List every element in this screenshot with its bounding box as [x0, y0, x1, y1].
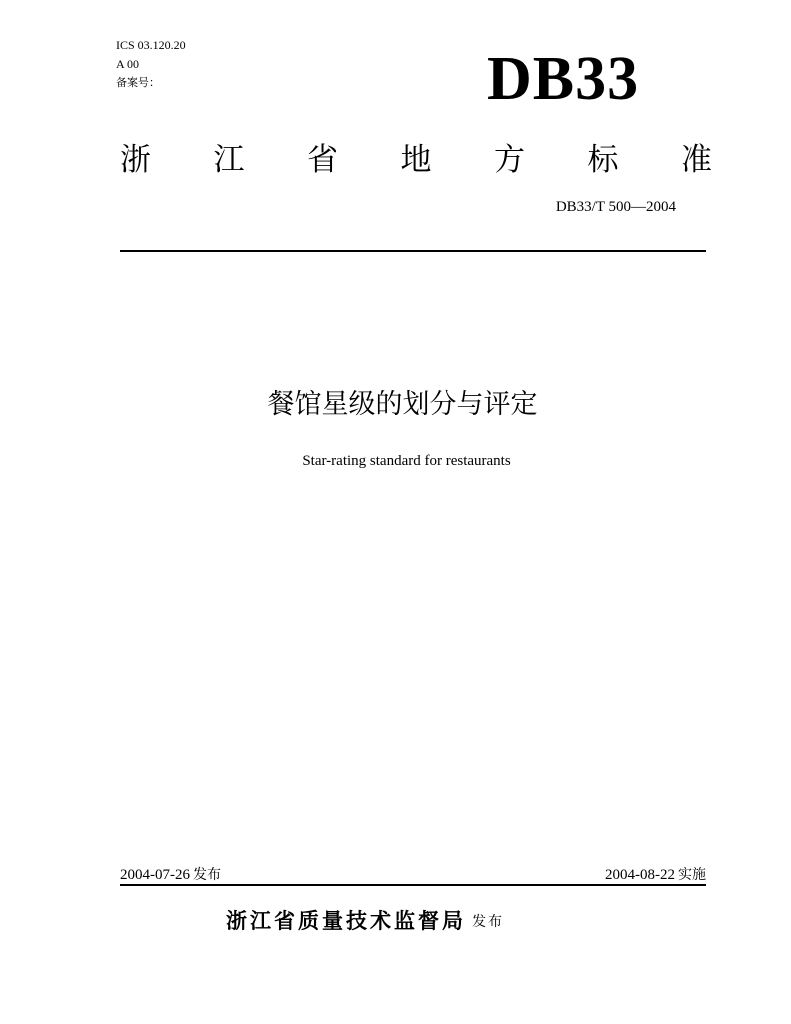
standard-type-char: 省 [307, 141, 338, 178]
issuer [226, 905, 504, 935]
standard-number: DB33/T 500—2004 [555, 199, 676, 215]
classification-code: A 00 [116, 57, 140, 71]
standard-type-char: 方 [494, 141, 525, 178]
implementation-date-label: 实施 [678, 867, 706, 883]
registration-label: 备案号： [116, 76, 160, 89]
implementation-date-value: 2004-08-22 [605, 867, 675, 883]
implementation-date [605, 864, 706, 884]
standard-type-char: 地 [400, 141, 432, 178]
standard-type-char: 江 [213, 141, 245, 178]
standard-type-char: 准 [681, 141, 712, 178]
issuer-name: 浙江省质量技术监督局 [226, 909, 466, 933]
issuer-suffix: 发布 [472, 914, 504, 930]
top-divider [120, 250, 706, 252]
bottom-divider [120, 884, 706, 886]
document-title-en: Star-rating standard for restaurants [302, 453, 511, 469]
ics-code: ICS 03.120.20 [116, 38, 186, 52]
standard-type-title [120, 133, 712, 179]
standard-type-char: 标 [587, 141, 619, 178]
issue-date-value: 2004-07-26 [120, 867, 190, 883]
issue-date-label: 发布 [193, 867, 221, 883]
standard-type-char: 浙 [120, 141, 151, 178]
document-title-cn: 餐馆星级的划分与评定 [267, 389, 538, 420]
db33-logo: DB33 [487, 45, 640, 113]
issue-date [120, 864, 221, 884]
